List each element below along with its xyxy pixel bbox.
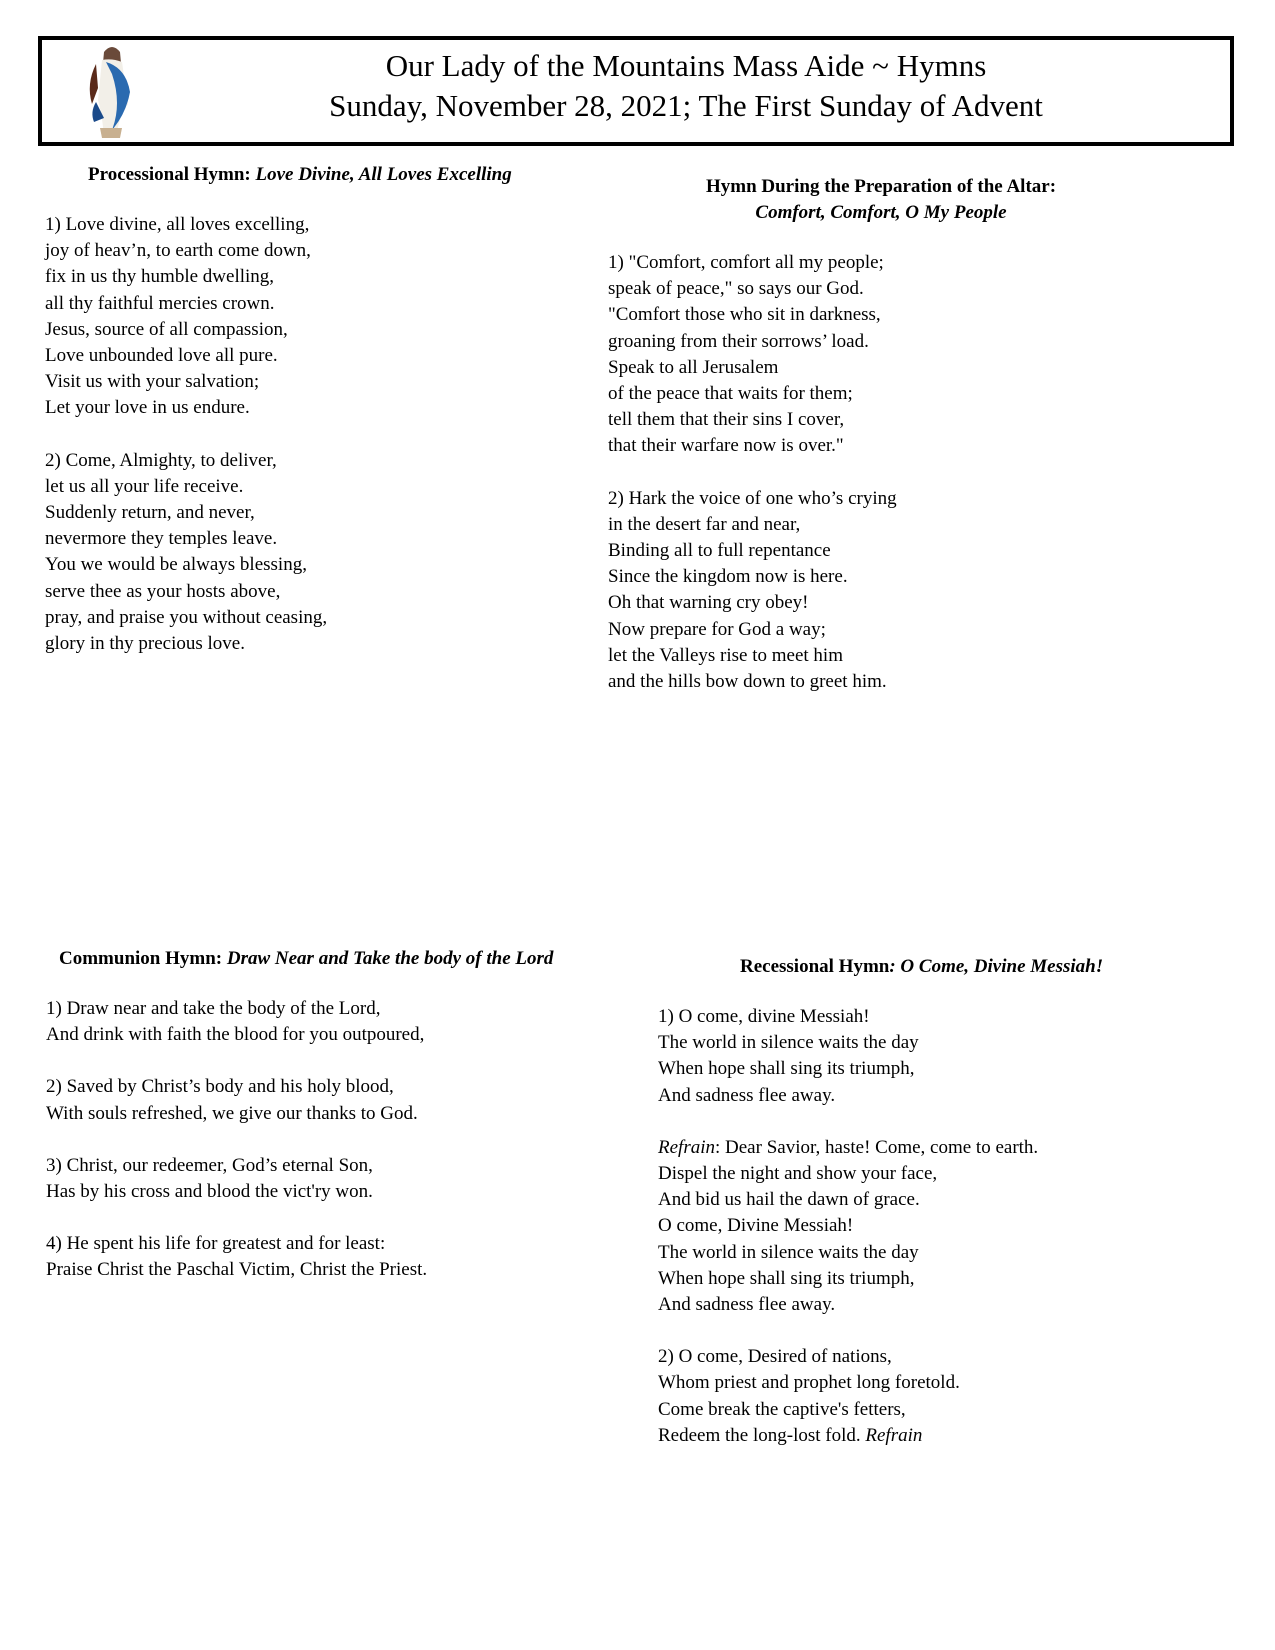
lyric-line: 4) He spent his life for greatest and for least: [46,1233,386,1255]
recessional-hymn-name: : O Come, Divine Messiah! [889,956,1104,977]
lyric-line: Come break the captive's fetters, [658,1398,906,1420]
lyric-line: Let your love in us endure. [45,397,250,419]
verse [46,1074,606,1126]
lyric-line: speak of peace," so says our God. [608,278,864,300]
lyric-line: 1) "Comfort, comfort all my people; [608,252,884,273]
communion-label: Communion Hymn: [59,948,227,969]
refrain-first-text: : Dear Savior, haste! Come, come to earth. [715,1136,1039,1158]
lyric-line: joy of heav’n, to earth come down, [45,240,311,262]
header-title: Our Lady of the Mountains Mass Aide ~ Hymns [385,48,987,83]
verse [45,212,605,422]
lyric-line: 3) Christ, our redeemer, God’s eternal Son, [46,1154,373,1176]
communion-section [46,946,606,1310]
processional-section [45,162,605,683]
verse [658,1004,1238,1109]
lyric-line: Has by his cross and blood the vict'ry won. [46,1181,373,1203]
refrain-label: Refrain [658,1136,715,1158]
lyric-line: in the desert far and near, [608,513,801,535]
refrain-first-line [658,1135,1238,1161]
lyric-line: fix in us thy humble dwelling, [45,266,275,288]
lyric-line: glory in thy precious love. [45,633,245,655]
refrain [658,1135,1238,1318]
lyric-line: When hope shall sing its triumph, [658,1267,915,1289]
lyric-line: tell them that their sins I cover, [608,409,845,431]
lyric-line: 2) Come, Almighty, to deliver, [45,449,277,471]
lyric-line: 2) Saved by Christ’s body and his holy blood, [46,1076,394,1098]
lyric-line: Binding all to full repentance [608,540,831,562]
preparation-hymn-name: Comfort, Comfort, O My People [755,202,1007,223]
lyric-line: And bid us hail the dawn of grace. [658,1189,920,1211]
lyric-line: Whom priest and prophet long foretold. [658,1372,960,1394]
verse [658,1344,1238,1449]
lyric-line: Now prepare for God a way; [608,618,826,640]
lyric-line: that their warfare now is over." [608,435,844,457]
lyric-line: Praise Christ the Paschal Victim, Christ the Priest. [46,1259,428,1281]
verse [608,250,1208,460]
communion-title [59,946,606,972]
lyric-line: The world in silence waits the day [658,1241,919,1263]
verse [46,996,606,1048]
lyric-line: And sadness flee away. [658,1084,836,1106]
lyric-line: Since the kingdom now is here. [608,566,848,588]
lyric-line: let the Valleys rise to meet him [608,644,843,666]
preparation-section [608,174,1208,721]
lyric-line: Visit us with your salvation; [45,371,260,393]
lyric-line: With souls refreshed, we give our thanks to God. [46,1102,418,1124]
lyric-line: And drink with faith the blood for you outpoured, [46,1024,425,1046]
header-box [38,36,1234,146]
lyric-line: Oh that warning cry obey! [608,592,809,614]
recessional-title [740,954,1238,980]
lyric-line: 1) Draw near and take the body of the Lord, [46,998,381,1019]
lyric-line: Speak to all Jerusalem [608,356,779,378]
lyric-line: pray, and praise you without ceasing, [45,606,328,628]
lyric-line: serve thee as your hosts above, [45,580,281,602]
lyric-line: 2) O come, Desired of nations, [658,1346,892,1368]
lyric-line: Love unbounded love all pure. [45,345,278,367]
processional-hymn-name: Love Divine, All Loves Excelling [255,164,512,185]
verse [45,448,605,658]
header-date: Sunday, November 28, 2021; The First Sunday of Advent [329,88,1043,123]
communion-hymn-name: Draw Near and Take the body of the Lord [226,948,554,969]
verse2-last-text: Redeem the long-lost fold. [658,1424,866,1446]
processional-label: Processional Hymn: [88,164,256,185]
lyric-line: all thy faithful mercies crown. [45,292,275,314]
lyric-line: 1) Love divine, all loves excelling, [45,214,310,235]
lyric-line: Suddenly return, and never, [45,502,255,524]
lyric-line: nevermore they temples leave. [45,528,278,550]
processional-title [88,162,605,188]
lyric-line: groaning from their sorrows’ load. [608,330,869,352]
lyric-line: The world in silence waits the day [658,1032,919,1054]
lyric-line: 2) Hark the voice of one who’s crying [608,487,897,509]
lyric-line: You we would be always blessing, [45,554,307,576]
verse [608,486,1208,696]
lyric-line: let us all your life receive. [45,475,244,497]
lyric-line: When hope shall sing its triumph, [658,1058,915,1080]
lyric-line: Jesus, source of all compassion, [45,318,288,340]
verse [46,1153,606,1205]
preparation-label: Hymn During the Preparation of the Altar: [705,176,1057,197]
lyric-line: 1) O come, divine Messiah! [658,1006,870,1027]
lyric-line: Dispel the night and show your face, [658,1163,938,1185]
lyric-line: and the hills bow down to greet him. [608,671,887,693]
lyric-line: "Comfort those who sit in darkness, [608,304,881,326]
lyric-line: of the peace that waits for them; [608,383,853,405]
lyric-line: And sadness flee away. [658,1294,836,1316]
preparation-title [576,174,1186,226]
recessional-section [658,954,1238,1475]
verse [46,1231,606,1283]
verse2-last-line [658,1423,1238,1449]
refrain-tag: Refrain [865,1424,923,1446]
lyric-line: O come, Divine Messiah! [658,1215,854,1237]
madonna-image [82,44,144,140]
recessional-label: Recessional Hymn [740,956,890,977]
